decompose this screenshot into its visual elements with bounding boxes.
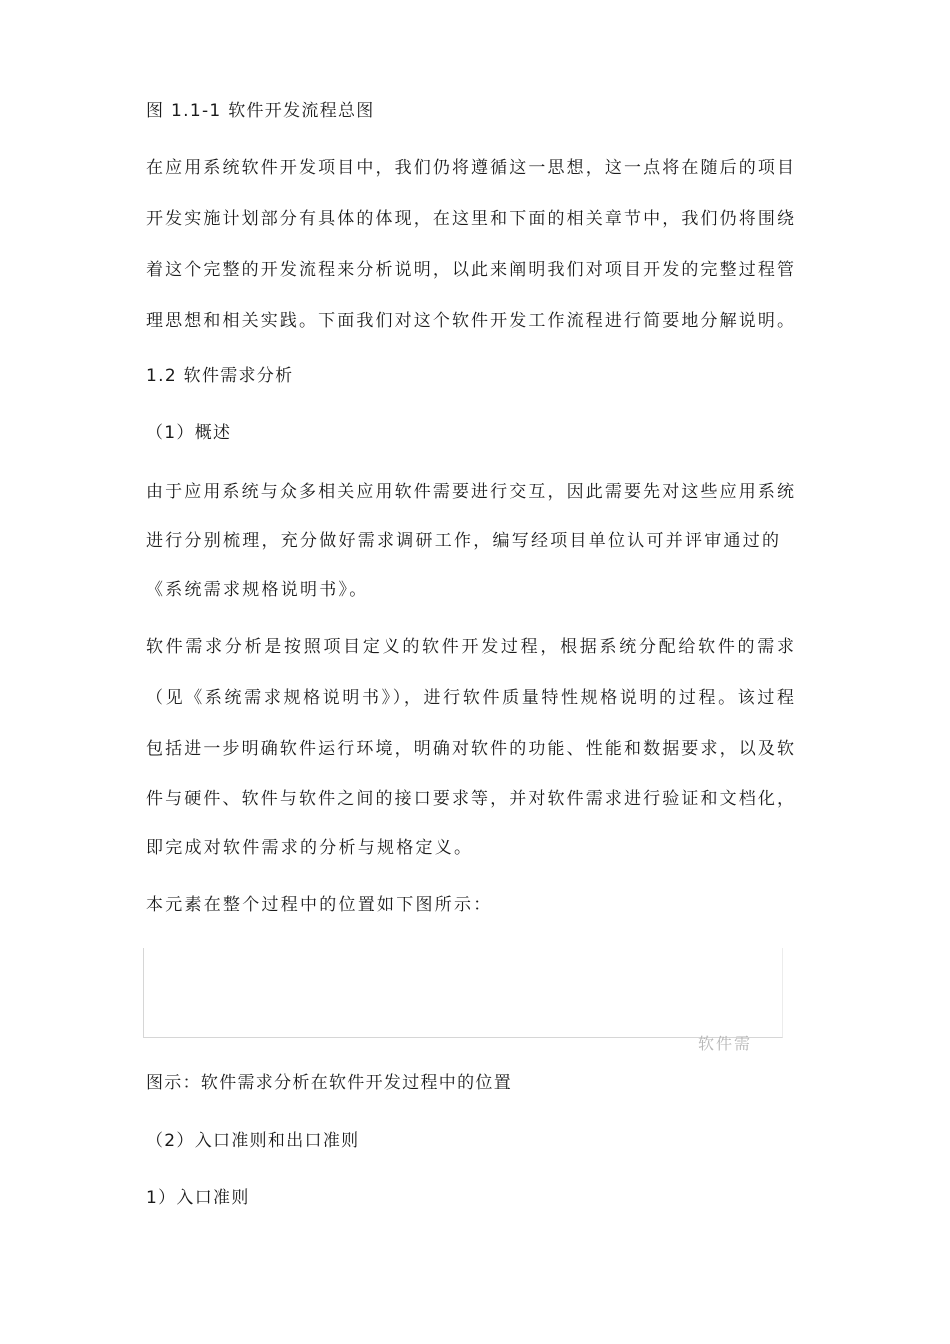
subsection-criteria: （2）入口准则和出口准则 xyxy=(146,1131,360,1151)
analysis-line-5: 即完成对软件需求的分析与规格定义。 xyxy=(146,838,474,858)
overview-line-1: 由于应用系统与众多相关应用软件需要进行交互，因此需要先对这些应用系统 xyxy=(146,482,794,502)
section-heading: 1.2 软件需求分析 xyxy=(146,366,294,386)
analysis-line-2: （见《系统需求规格说明书》），进行软件质量特性规格说明的过程。该过程 xyxy=(146,688,794,708)
figure-caption-flowchart: 图 1.1-1 软件开发流程总图 xyxy=(146,101,375,121)
intro-line-3: 着这个完整的开发流程来分析说明，以此来阐明我们对项目开发的完整过程管 xyxy=(146,260,794,280)
process-position-figure xyxy=(143,948,783,1053)
analysis-line-1: 软件需求分析是按照项目定义的软件开发过程，根据系统分配给软件的需求 xyxy=(146,637,794,657)
analysis-line-3: 包括进一步明确软件运行环境，明确对软件的功能、性能和数据要求，以及软 xyxy=(146,739,794,759)
subsection-overview: （1）概述 xyxy=(146,423,232,443)
overview-line-2: 进行分别梳理，充分做好需求调研工作，编写经项目单位认可并评审通过的 xyxy=(146,531,782,551)
entry-criteria-item: 1）入口准则 xyxy=(146,1188,250,1208)
intro-line-2: 开发实施计划部分有具体的体现，在这里和下面的相关章节中，我们仍将围绕 xyxy=(146,209,794,229)
intro-line-1: 在应用系统软件开发项目中，我们仍将遵循这一思想，这一点将在随后的项目 xyxy=(146,158,794,178)
overview-line-3: 《系统需求规格说明书》。 xyxy=(146,580,369,600)
analysis-line-4: 件与硬件、软件与软件之间的接口要求等，并对软件需求进行验证和文档化， xyxy=(146,789,794,809)
intro-line-4: 理思想和相关实践。下面我们对这个软件开发工作流程进行简要地分解说明。 xyxy=(146,311,794,331)
figure-fragment-text: 软件需 xyxy=(697,1034,752,1053)
figure-caption-position: 图示：软件需求分析在软件开发过程中的位置 xyxy=(146,1073,512,1093)
position-intro: 本元素在整个过程中的位置如下图所示： xyxy=(146,895,493,915)
